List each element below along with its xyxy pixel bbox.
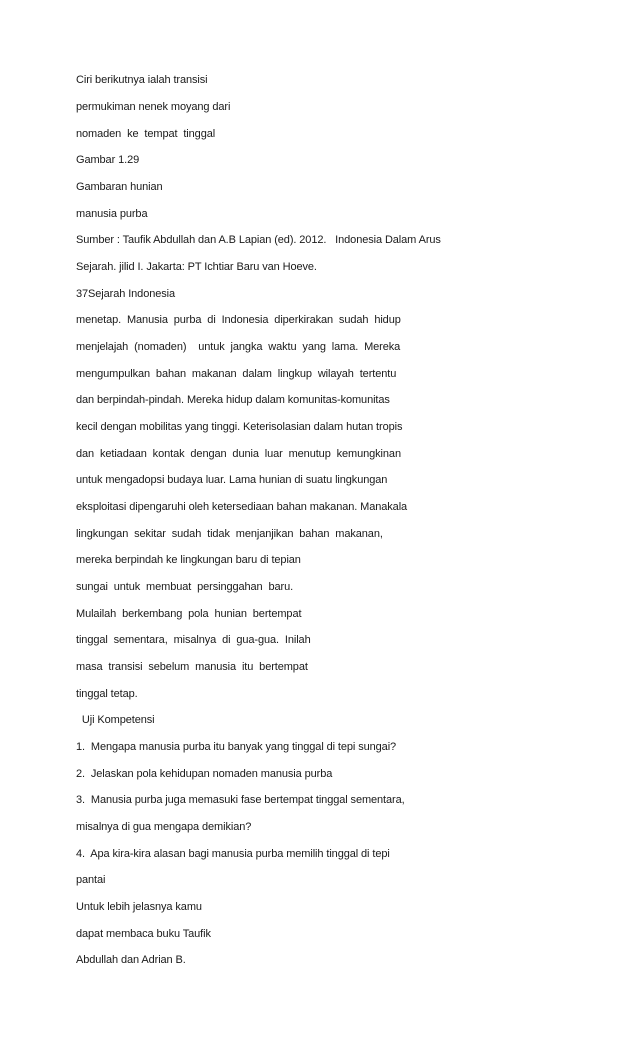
question-item: pantai	[76, 874, 106, 886]
figure-caption: manusia purba	[76, 208, 148, 220]
text-line: Untuk lebih jelasnya kamu	[76, 901, 202, 913]
text-line: menjelajah (nomaden) untuk jangka waktu yang lama. Mereka	[76, 341, 401, 353]
text-line: nomaden ke tempat tinggal	[76, 128, 216, 140]
text-line: dan berpindah-pindah. Mereka hidup dalam komunitas-komunitas	[76, 394, 390, 406]
text-line: eksploitasi dipengaruhi oleh ketersediaan bahan makanan. Manakala	[76, 501, 408, 513]
text-line: masa transisi sebelum manusia itu bertempat	[76, 661, 308, 673]
text-line: kecil dengan mobilitas yang tinggi. Keterisolasian dalam hutan tropis	[76, 421, 403, 433]
text-line: tinggal tetap.	[76, 688, 138, 700]
text-line: lingkungan sekitar sudah tidak menjanjikan bahan makanan,	[76, 528, 383, 540]
text-line: tinggal sementara, misalnya di gua-gua. Inilah	[76, 634, 311, 646]
source-citation: Sejarah. jilid I. Jakarta: PT Ichtiar Baru van Hoeve.	[76, 261, 317, 273]
text-line: mereka berpindah ke lingkungan baru di tepian	[76, 554, 301, 566]
text-line: Mulailah berkembang pola hunian bertempat	[76, 608, 302, 620]
text-line: untuk mengadopsi budaya luar. Lama hunian di suatu lingkungan	[76, 474, 388, 486]
question-item: 3. Manusia purba juga memasuki fase bertempat tinggal sementara,	[76, 794, 405, 806]
text-line: mengumpulkan bahan makanan dalam lingkup wilayah tertentu	[76, 368, 397, 380]
text-line: permukiman nenek moyang dari	[76, 101, 231, 113]
question-item: 1. Mengapa manusia purba itu banyak yang tinggal di tepi sungai?	[76, 741, 397, 753]
question-item: misalnya di gua mengapa demikian?	[76, 821, 252, 833]
text-line: Ciri berikutnya ialah transisi	[76, 74, 208, 86]
text-line: menetap. Manusia purba di Indonesia diperkirakan sudah hidup	[76, 314, 401, 326]
page-footer: 37Sejarah Indonesia	[76, 288, 176, 300]
text-line: dan ketiadaan kontak dengan dunia luar menutup kemungkinan	[76, 448, 401, 460]
question-item: 4. Apa kira-kira alasan bagi manusia purba memilih tinggal di tepi	[76, 848, 390, 860]
figure-caption: Gambaran hunian	[76, 181, 163, 193]
section-heading: Uji Kompetensi	[76, 714, 155, 726]
question-item: 2. Jelaskan pola kehidupan nomaden manusia purba	[76, 768, 333, 780]
source-citation: Sumber : Taufik Abdullah dan A.B Lapian (ed). 2012. Indonesia Dalam Arus	[76, 234, 441, 246]
text-line: dapat membaca buku Taufik	[76, 928, 211, 940]
text-line: Abdullah dan Adrian B.	[76, 954, 186, 966]
figure-caption: Gambar 1.29	[76, 154, 140, 166]
text-line: sungai untuk membuat persinggahan baru.	[76, 581, 294, 593]
